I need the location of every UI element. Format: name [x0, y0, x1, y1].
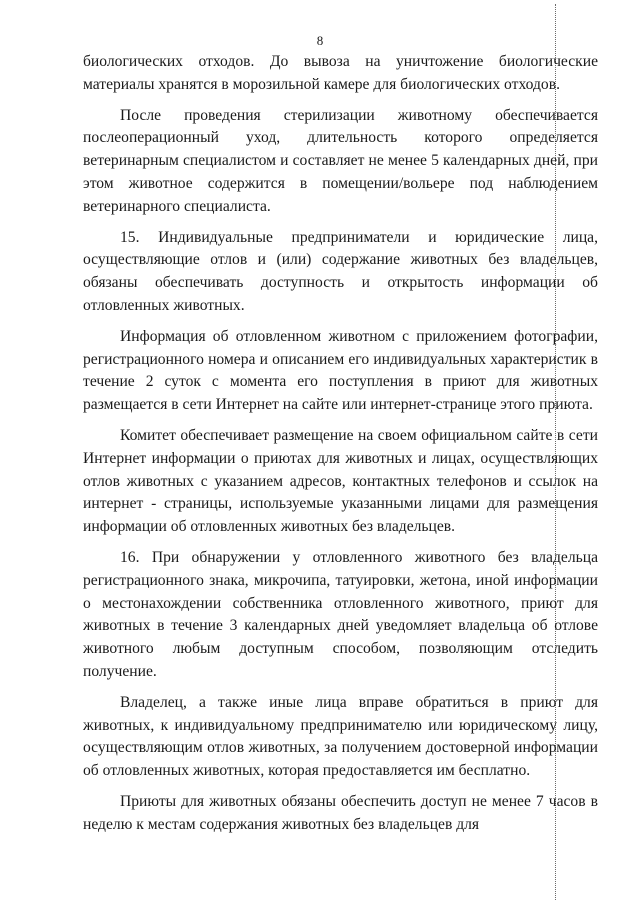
paragraph-2: После проведения стерилизации животному обеспечивается послеоперационный уход, длительность которого определяется ветеринарным специалистом и составляет не менее 5 календарных дней, при этом животное содержится в помещении/вольере под наблюдением ветеринарного специалиста.: [83, 106, 598, 215]
paragraph-5: Комитет обеспечивает размещение на своем официальном сайте в сети Интернет информации о приютах для животных и лицах, осуществляющих отлов животных с указанием адресов, контактных телефонов и ссылок на интернет - страницы, используемые указанными лицами для размещения информации об отловленных животных без владельцев.: [83, 426, 598, 536]
paragraph-4: Информация об отловленном животном с приложением фотографии, регистрационного номера и описанием его индивидуальных характеристик в течение 2 суток с момента его поступления в приют для животных размещается в сети Интернет на сайте или интернет-странице этого приюта.: [83, 327, 598, 414]
paragraph-3: 15. Индивидуальные предприниматели и юридические лица, осуществляющие отлов и (или) содержание животных без владельцев, обязаны обеспечивать доступность и открытость информации об отловленных животных.: [83, 228, 598, 314]
document-body: [83, 51, 598, 837]
page-number: 8: [316, 33, 324, 48]
paragraph-1: биологических отходов. До вывоза на уничтожение биологические материалы хранятся в морозильной камере для биологических отходов.: [83, 53, 598, 93]
paragraph-7: Владелец, а также иные лица вправе обратиться в приют для животных, к индивидуальному предпринимателю или юридическому лицу, осуществляющим отлов животных, за получением достоверной информации об отловленных животных, которая предоставляется им бесплатно.: [83, 693, 598, 780]
paragraph-8: Приюты для животных обязаны обеспечить доступ не менее 7 часов в неделю к местам содержания животных без владельцев для: [83, 792, 598, 833]
paragraph-6: 16. При обнаружении у отловленного животного без владельца регистрационного знака, микрочипа, татуировки, жетона, иной информации о местонахождении собственника отловленного животного, приют для животных в течение 3 календарных дней уведомляет владельца об отлове животного любым доступным способом, позволяющим отследить получение.: [83, 548, 598, 680]
